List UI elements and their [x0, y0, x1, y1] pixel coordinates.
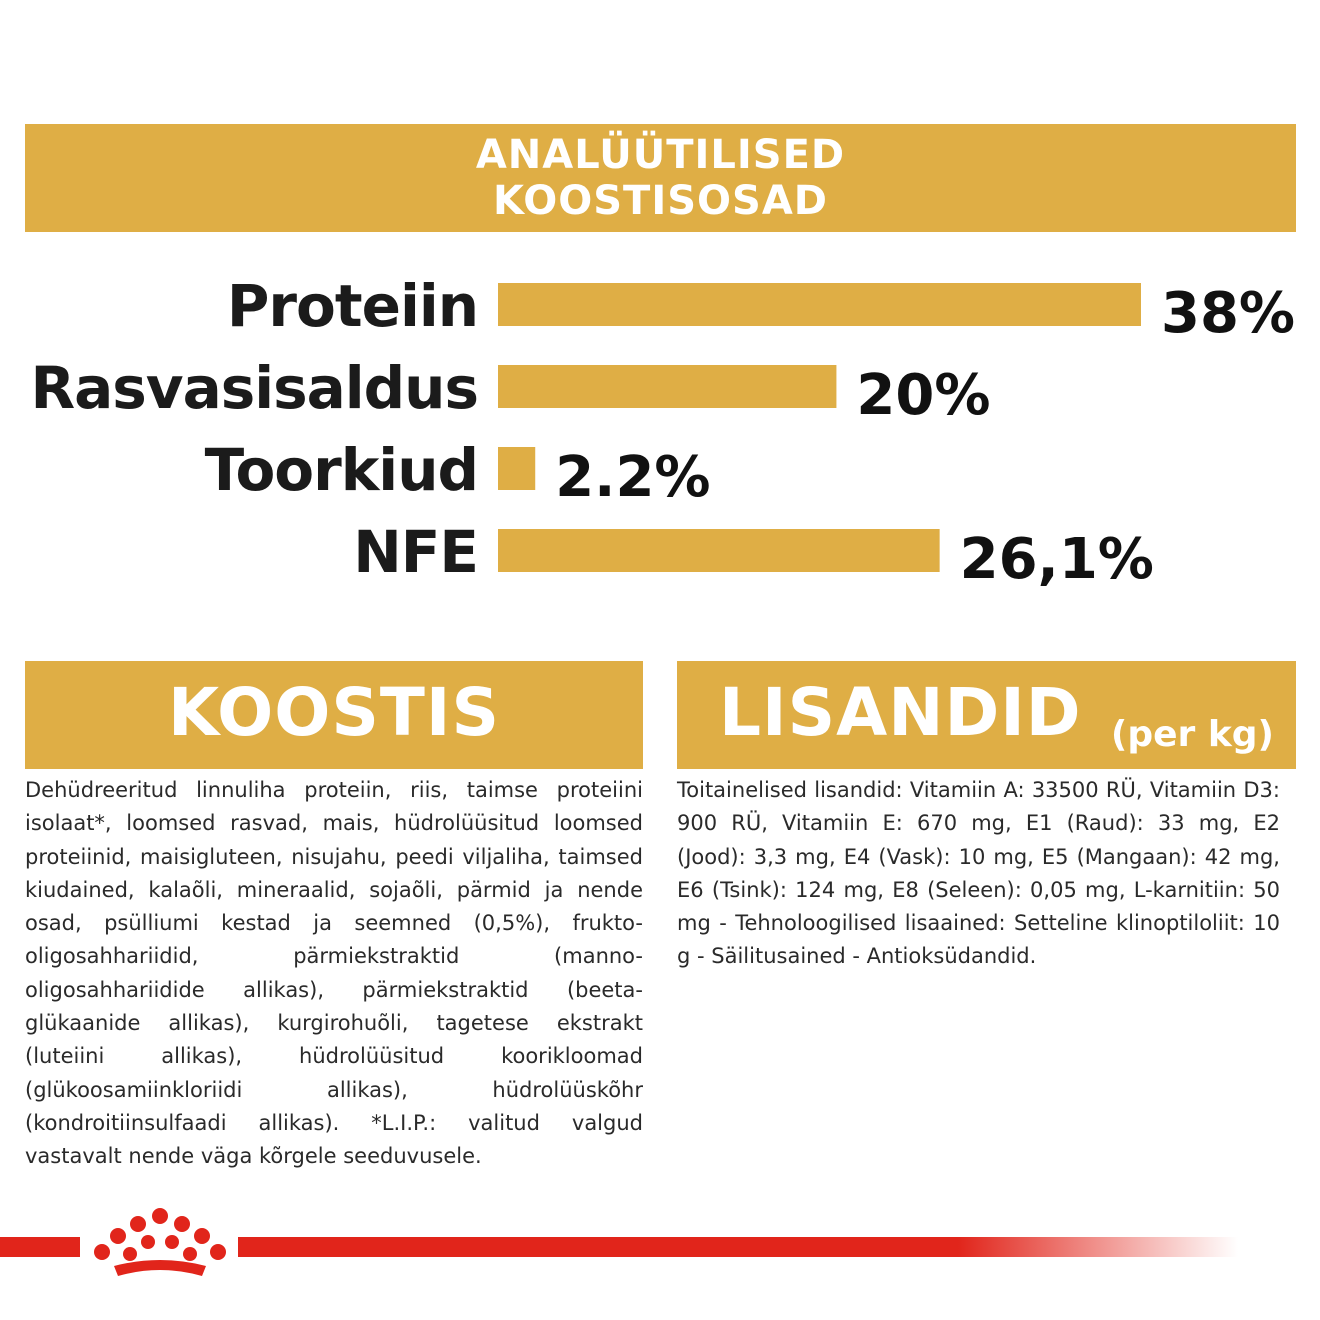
category-label: Rasvasisaldus: [30, 354, 478, 422]
value-label: 20%: [856, 363, 991, 428]
value-label: 26,1%: [959, 527, 1154, 592]
category-label: Proteiin: [226, 272, 478, 340]
category-label: NFE: [353, 518, 478, 586]
brand-line-right: [238, 1237, 1238, 1257]
koostis-text: Dehüdreeritud linnuliha proteiin, riis, taimse proteiini isolaat*, loomsed rasvad, mais, hüdrolüüsitud loomsed proteiinid, maisigluteen, nisujahu, peedi viljaliha, taimsed kiudained, kalaõli, mineraalid, sojaõli, pärmid ja nende osad, psülliumi kestad ja seemned (0,5%), frukto-oligosahhariidid, pärmiekstraktid (manno-oligosahhariidide allikas), pärmiekstraktid (beeta-glükaanide allikas), kurgirohuõli, tagetese ekstrakt (luteiini allikas), hüdrolüüsitud koorikloomad (glükoosamiinkloriidi allikas), hüdrolüüskõhr (kondroitiinsulfaadi allikas). *L.I.P.: valitud valgud vastavalt nende väga kõrgele seeduvusele.: [25, 778, 643, 1169]
value-label: 2.2%: [555, 445, 711, 510]
header-title-line1: ANALÜÜTILISED: [475, 132, 846, 178]
nutrient-bar-chart: [0, 250, 1320, 600]
value-label: 38%: [1161, 281, 1296, 346]
brand-line-left: [0, 1237, 80, 1257]
category-label: Toorkiud: [204, 436, 478, 504]
crown-icon: [92, 1206, 228, 1282]
bar-toorkiud: [498, 447, 535, 490]
header-title-line2: KOOSTISOSAD: [493, 178, 828, 224]
lisandid-title: LISANDID: [719, 674, 1082, 751]
analytical-header: [25, 124, 1296, 232]
koostis-title: KOOSTIS: [167, 674, 501, 751]
lisandid-header: [677, 661, 1296, 769]
lisandid-text: Toitainelised lisandid: Vitamiin A: 33500 RÜ, Vitamiin D3: 900 RÜ, Vitamiin E: 670 mg, E1 (Raud): 33 mg, E2 (Jood): 3,3 mg, E4 (Vask): 10 mg, E5 (Mangaan): 42 mg, E6 (Tsink): 124 mg, E8 (Seleen): 0,05 mg, L-karnitiin: 50 mg - Tehnoloogilised lisaained: Setteline klinoptiloliit: 10 g - Säilitusained - Antioksüdandid.: [677, 778, 1280, 969]
koostis-header: [25, 661, 643, 769]
bar-proteiin: [498, 283, 1141, 326]
lisandid-subtitle: (per kg): [1110, 714, 1274, 755]
bar-nfe: [498, 529, 940, 572]
bar-rasvasisaldus: [498, 365, 836, 408]
